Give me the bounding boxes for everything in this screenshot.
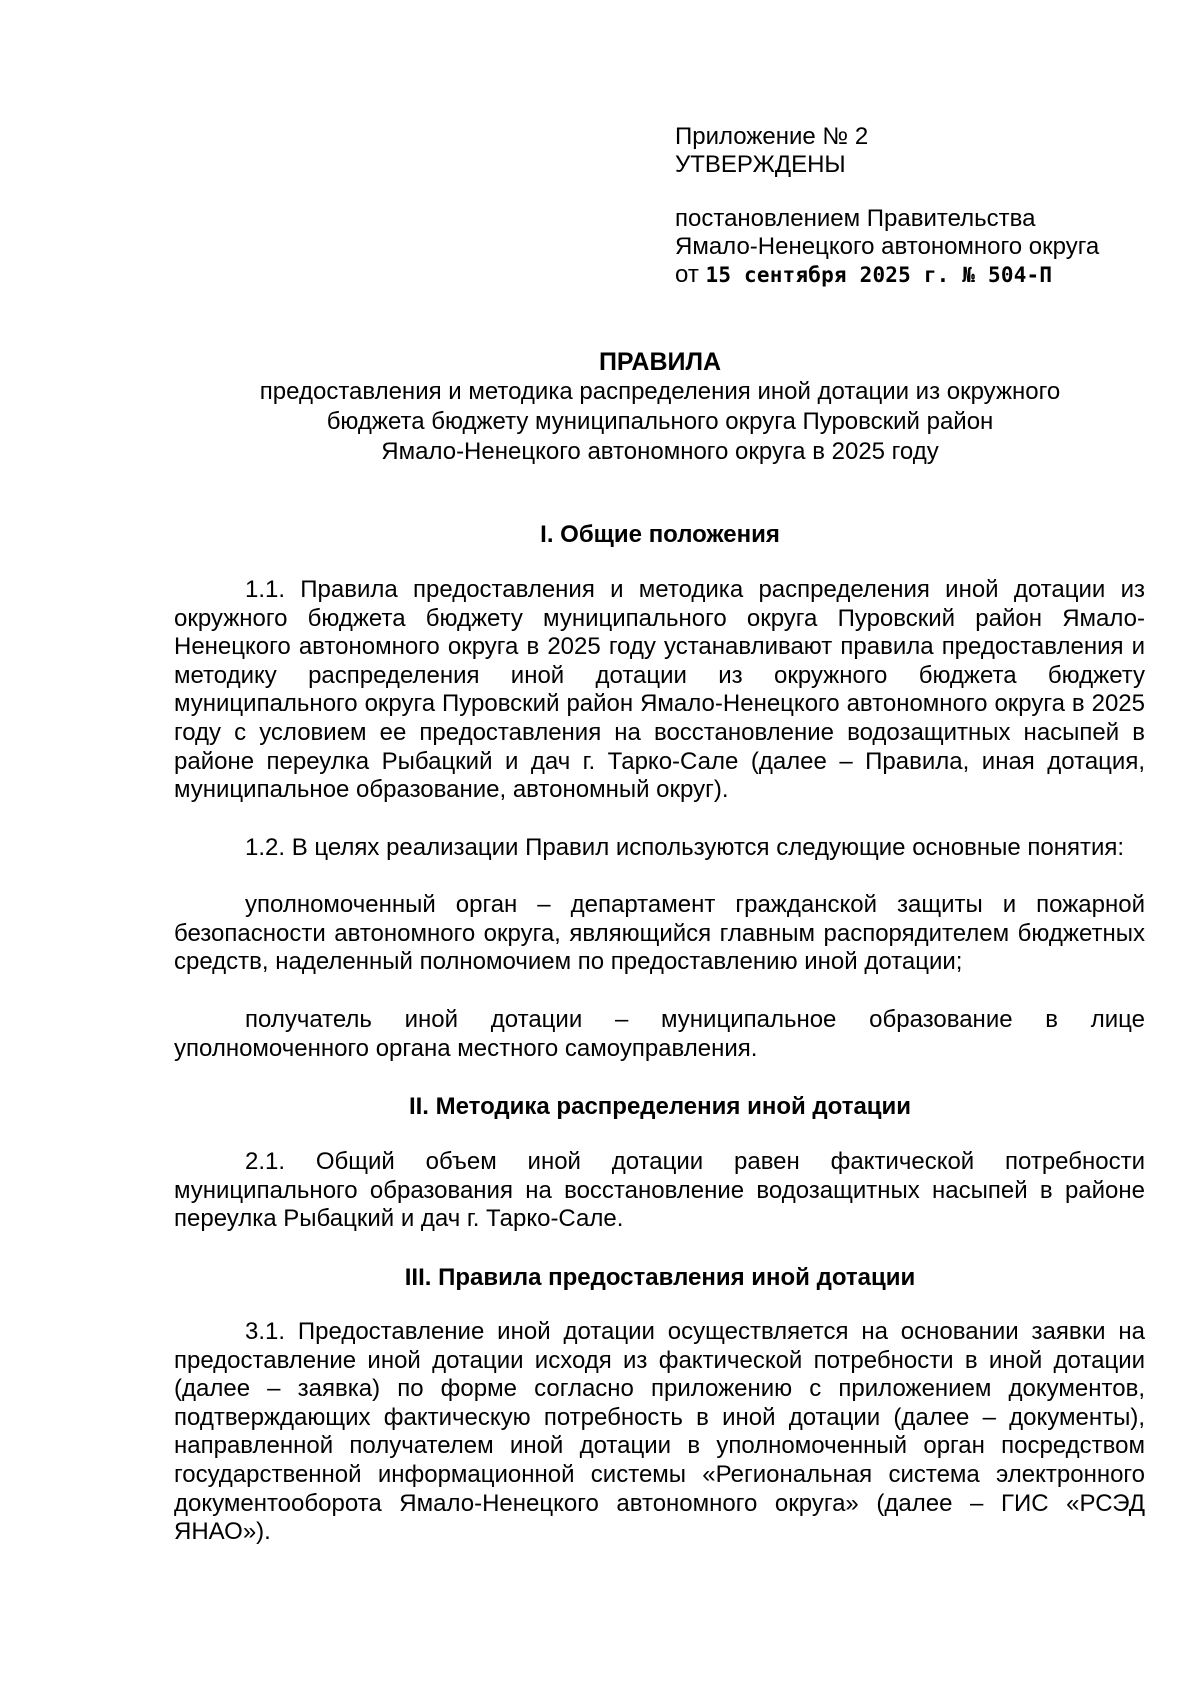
title-subtitle-line-3: Ямало-Ненецкого автономного округа в 2025 году — [381, 438, 939, 465]
paragraph-definition-recipient: получатель иной дотации – муниципальное образование в лице уполномоченного органа местного самоуправления. — [174, 1006, 1145, 1062]
appendix-number: Приложение № 2 — [675, 123, 869, 150]
approval-stamp — [675, 123, 1155, 289]
title-subtitle-line-1: предоставления и методика распределения иной дотации из окружного — [259, 378, 1061, 405]
paragraph-2-1: 2.1. Общий объем иной дотации равен фактической потребности муниципального образования на восстановление водозащитных насыпей в районе переулка Рыбацкий и дач г. Тарко-Сале. — [174, 1148, 1145, 1233]
decree-line-1: постановлением Правительства — [675, 205, 1036, 232]
title-subtitle-line-2: бюджета бюджету муниципального округа Пуровский район — [326, 408, 994, 435]
decree-date-number: 15 сентября 2025 г. № 504-П — [705, 263, 1053, 287]
date-prefix: от — [675, 261, 699, 288]
decree-date-line — [675, 261, 1155, 289]
document-title: ПРАВИЛА — [598, 348, 722, 376]
document-title-block — [175, 347, 1145, 467]
paragraph-1-2: 1.2. В целях реализации Правил используются следующие основные понятия: — [245, 834, 1125, 861]
approval-spacer — [675, 179, 1155, 205]
paragraph-definition-authority: уполномоченный орган – департамент гражданской защиты и пожарной безопасности автономного округа, являющийся главным распорядителем бюджетных средств, наделенный полномочием по предоставлению иной дотации; — [174, 891, 1145, 976]
paragraph-1-1: 1.1. Правила предоставления и методика распределения иной дотации из окружного бюджета бюджету муниципального округа Пуровский район Ямало-Ненецкого автономного округа в 2025 году устанавливают правила предоставления и методику распределения иной дотации из окружного бюджета бюджету муниципального округа Пуровский район Ямало-Ненецкого автономного округа в 2025 году с условием ее предоставления на восстановление водозащитных насыпей в районе переулка Рыбацкий и дач г. Тарко-Сале (далее – Правила, иная дотация, муниципальное образование, автономный округ). — [174, 576, 1145, 804]
approved-label: УТВЕРЖДЕНЫ — [675, 151, 846, 178]
section-heading-2: II. Методика распределения иной дотации — [408, 1093, 912, 1120]
decree-line-2: Ямало-Ненецкого автономного округа — [675, 233, 1100, 260]
paragraph-3-1: 3.1. Предоставление иной дотации осуществляется на основании заявки на предоставление иной дотации исходя из фактической потребности в иной дотации (далее – заявка) по форме согласно приложению с приложением документов, подтверждающих фактическую потребность в иной дотации (далее – документы), направленной получателем иной дотации в уполномоченный орган посредством государственной информационной системы «Региональная система электронного документооборота Ямало-Ненецкого автономного округа» (далее – ГИС «РСЭД ЯНАО»). — [174, 1318, 1145, 1546]
section-heading-3: III. Правила предоставления иной дотации — [404, 1264, 916, 1291]
section-heading-1: I. Общие положения — [540, 521, 780, 548]
